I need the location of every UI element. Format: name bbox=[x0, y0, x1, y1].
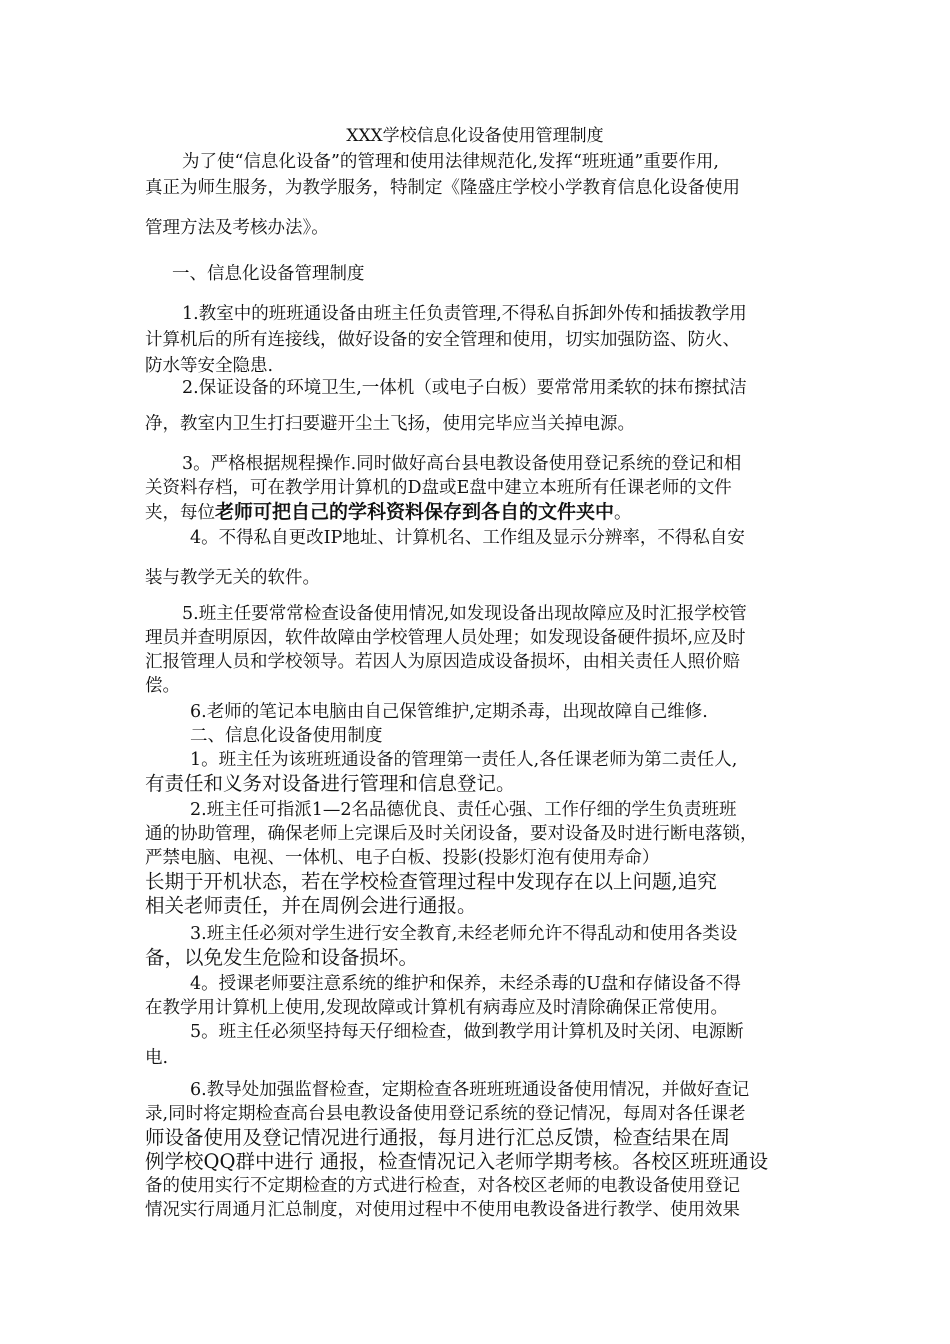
paragraph-line: 净，教室内卫生打扫要避开尘土飞扬，使用完毕应当关掉电源。 bbox=[145, 414, 635, 434]
paragraph-line: 有责任和义务对设备进行管理和信息登记。 bbox=[145, 772, 516, 795]
paragraph-line: 3。严格根据规程操作.同时做好高台县电教设备使用登记系统的登记和相 bbox=[182, 454, 742, 474]
paragraph-line: 汇报管理人员和学校领导。若因人为原因造成设备损坏，由相关责任人照价赔 bbox=[145, 652, 740, 672]
emphasized-text: 老师可把自己的学科资料保存到各自的文件夹中 bbox=[215, 501, 615, 523]
paragraph-line: 师设备使用及登记情况进行通报，每月进行汇总反馈，检查结果在周 bbox=[145, 1126, 731, 1149]
paragraph-line: 关资料存档，可在教学用计算机的D盘或E盘中建立本班所有任课老师的文件 bbox=[145, 478, 732, 498]
paragraph-line: 理员并查明原因，软件故障由学校管理人员处理；如发现设备硬件损坏,应及时 bbox=[145, 628, 746, 648]
paragraph-line: 严禁电脑、电视、一体机、电子白板、投影(投影灯泡有使用寿命） bbox=[145, 848, 660, 868]
paragraph-line: 4。不得私自更改IP地址、计算机名、工作组及显示分辨率，不得私自安 bbox=[190, 528, 745, 548]
section-heading: 一、信息化设备管理制度 bbox=[172, 264, 365, 284]
paragraph-line: 6.老师的笔记本电脑由自己保管维护,定期杀毒，出现故障自己维修. bbox=[190, 702, 708, 722]
intro-line: 真正为师生服务，为教学服务，特制定《隆盛庄学校小学教育信息化设备使用 bbox=[145, 178, 740, 198]
paragraph-line: 例学校QQ群中进行 通报，检查情况记入老师学期考核。各校区班班通设 bbox=[145, 1150, 769, 1173]
paragraph-line: 装与教学无关的软件。 bbox=[145, 568, 320, 588]
intro-line: 为了使“信息化设备”的管理和使用法律规范化,发挥“班班通”重要作用, bbox=[182, 152, 719, 172]
paragraph-line: 2.班主任可指派1—2名品德优良、责任心强、工作仔细的学生负责班班 bbox=[190, 800, 737, 820]
paragraph-line: 情况实行周通月汇总制度，对使用过程中不使用电教设备进行教学、使用效果 bbox=[145, 1200, 740, 1220]
paragraph-line: 5。班主任必须坚持每天仔细检查，做到教学用计算机及时关闭、电源断 bbox=[190, 1022, 744, 1042]
paragraph-line: 备，以免发生危险和设备损坏。 bbox=[145, 946, 419, 969]
paragraph-line: 长期于开机状态，若在学校检查管理过程中发现存在以上问题,追究 bbox=[145, 870, 717, 893]
paragraph-line: 录,同时将定期检查高台县电教设备使用登记系统的登记情况，每周对各任课老 bbox=[145, 1104, 746, 1124]
document-title: XXX学校信息化设备使用管理制度 bbox=[346, 126, 604, 146]
paragraph-line: 偿。 bbox=[145, 676, 180, 696]
paragraph-line: 备的使用实行不定期检查的方式进行检查，对各校区老师的电教设备使用登记 bbox=[145, 1176, 740, 1196]
paragraph-line: 5.班主任要常常检查设备使用情况,如发现设备出现故障应及时汇报学校管 bbox=[182, 604, 747, 624]
paragraph-line: 相关老师责任，并在周例会进行通报。 bbox=[145, 894, 477, 917]
paragraph-line: 1。班主任为该班班通设备的管理第一责任人,各任课老师为第二责任人, bbox=[190, 750, 738, 770]
plain-text: 。 bbox=[614, 503, 632, 523]
paragraph-line: 电. bbox=[145, 1048, 169, 1068]
paragraph-line: 防水等安全隐患. bbox=[145, 356, 274, 376]
paragraph-line: 1.教室中的班班通设备由班主任负责管理,不得私自拆卸外传和插拔教学用 bbox=[182, 304, 747, 324]
paragraph-line bbox=[145, 500, 950, 525]
paragraph-line: 2.保证设备的环境卫生,一体机（或电子白板）要常常用柔软的抹布擦拭洁 bbox=[182, 378, 747, 398]
paragraph-line: 计算机后的所有连接线，做好设备的安全管理和使用，切实加强防盗、防火、 bbox=[145, 330, 740, 350]
paragraph-line: 通的协助管理，确保老师上完课后及时关闭设备，要对设备及时进行断电落锁， bbox=[145, 824, 758, 844]
paragraph-line: 3.班主任必须对学生进行安全教育,未经老师允许不得乱动和使用各类设 bbox=[190, 924, 738, 944]
plain-text: 夹，每位 bbox=[145, 503, 215, 523]
section-heading: 二、信息化设备使用制度 bbox=[190, 726, 383, 746]
paragraph-line: 4。授课老师要注意系统的维护和保养，未经杀毒的U盘和存储设备不得 bbox=[190, 974, 741, 994]
paragraph-line: 在教学用计算机上使用,发现故障或计算机有病毒应及时清除确保正常使用。 bbox=[145, 998, 729, 1018]
paragraph-line: 6.教导处加强监督检查，定期检查各班班班通设备使用情况，并做好查记 bbox=[190, 1080, 750, 1100]
intro-line: 管理方法及考核办法》。 bbox=[145, 218, 329, 238]
